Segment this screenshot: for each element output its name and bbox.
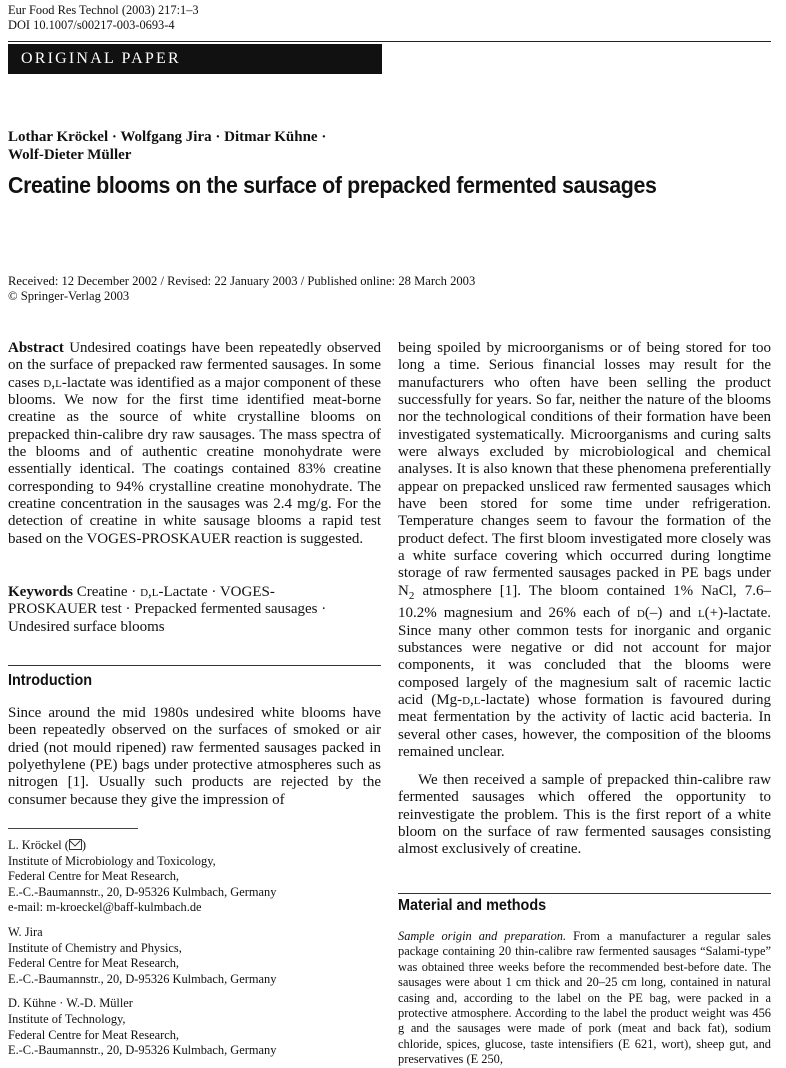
methods-heading: Material and methods xyxy=(398,897,547,914)
abstract-text-b: -lactate was identified as a major component of these blooms. We now for the first time identified meat-borne creatine as the source of white crystalline blooms on prepacked thin-calibre dry raw sausages. The mass spectra of the blooms and of authentic creatine monohydrate were essentially identical. The coatings contained 83% creatine corresponding to 94% crystalline creatine monohydrate. The creatine concentration in the sausages was 2.4 mg/g. For the detection of creatine in white sausage blooms a rapid test based on the VOGES-PROSKAUER reaction is suggested. xyxy=(8,374,381,547)
publication-dates xyxy=(8,274,475,304)
journal-citation xyxy=(8,3,199,33)
affiliation-line: Institute of Technology, xyxy=(8,1011,126,1026)
affiliation-line: Federal Centre for Meat Research, xyxy=(8,869,179,884)
affiliations xyxy=(8,838,368,1068)
affiliation-line: E.-C.-Baumannstr., 20, D-95326 Kulmbach, Germany xyxy=(8,884,277,899)
n2-subscript: 2 xyxy=(408,589,415,602)
dl-small-caps: d,l xyxy=(462,691,481,708)
section-rule xyxy=(398,893,771,894)
affiliation-block xyxy=(8,996,368,1058)
abstract xyxy=(8,340,381,548)
journal-line: Eur Food Res Technol (2003) 217:1–3 xyxy=(8,3,199,17)
copyright-line: © Springer-Verlag 2003 xyxy=(8,289,130,303)
header-rule xyxy=(8,41,771,42)
abstract-text-a: Undesired coatings have been repeatedly observed on the surface of prepacked raw fermented sausages. In some cases xyxy=(8,340,381,391)
affiliation-line: Federal Centre for Meat Research, xyxy=(8,1027,179,1042)
affiliation-block xyxy=(8,925,368,987)
author-line-1: Lothar Kröckel · Wolfgang Jira · Ditmar Kühne · xyxy=(8,129,327,145)
affiliation-name: W. Jira xyxy=(8,924,43,939)
article-type-banner: ORIGINAL PAPER xyxy=(8,44,382,74)
keywords-text-a: Creatine · xyxy=(73,584,141,600)
abstract-dl: d,l xyxy=(43,374,62,391)
l-small-caps: l xyxy=(697,605,705,622)
envelope-icon xyxy=(69,839,82,850)
date-history: Received: 12 December 2002 / Revised: 22 January 2003 / Published online: 28 March 2003 xyxy=(8,274,476,288)
keywords-dl: d,l xyxy=(140,584,159,600)
author-list xyxy=(8,128,568,164)
affiliation-line: Federal Centre for Meat Research, xyxy=(8,956,179,971)
author-line-2: Wolf-Dieter Müller xyxy=(8,147,132,163)
paper-title: Creatine blooms on the surface of prepacked fermented sausages xyxy=(8,172,657,198)
d-small-caps: d xyxy=(636,605,645,622)
methods-text: From a manufacturer a regular sales package containing 20 thin-calibre raw fermented sausages “Salami-type” was obtained three weeks before the recommended best-before date. The sausages were about 1 cm thick and 20–25 cm long, contained in natural casing and, according to the label on the PE bag, were packed in a protective atmosphere. According to the label the product weight was 456 g and the sausages were made of pork (meat and back fat), sodium chloride, spices, glucose, taste intensifiers (E 621, wort), sheep gut, and preservatives (E 250, xyxy=(398,929,771,1067)
intro-text-segment: atmosphere [1]. The bloom contained 1% NaCl, 7.6–10.2% magnesium and 26% each of xyxy=(398,582,771,622)
affiliation-name xyxy=(8,838,368,854)
section-rule xyxy=(8,665,381,666)
affiliation-name: D. Kühne · W.-D. Müller xyxy=(8,996,133,1011)
doi-line: DOI 10.1007/s00217-003-0693-4 xyxy=(8,18,175,32)
methods-subheading: Sample origin and preparation. xyxy=(398,929,567,943)
paren-close: ) xyxy=(81,838,87,852)
footnote-rule xyxy=(8,828,138,829)
keywords-label: Keywords xyxy=(8,584,73,600)
author-name: L. Kröckel ( xyxy=(8,838,69,852)
affiliation-line: E.-C.-Baumannstr., 20, D-95326 Kulmbach, Germany xyxy=(8,971,277,986)
affiliation-line: E.-C.-Baumannstr., 20, D-95326 Kulmbach, Germany xyxy=(8,1043,277,1058)
intro-text-segment: -lactate) whose formation is favoured during meat fermentation by the activity of lactic acid bacteria. In several other cases, however, the composition of the blooms remained unclear. xyxy=(398,691,771,760)
methods-paragraph xyxy=(398,929,771,1068)
introduction-paragraph-1: Since around the mid 1980s undesired white blooms have been repeatedly observed on the surfaces of smoked or air dried (not mould ripened) raw fermented sausages packed in polyethylene (PE) bags under protective atmospheres such as nitrogen [1]. Usually such products are rejected by the consumer because they give the impression of xyxy=(8,705,381,808)
intro-text-segment: (+)-lactate. Since many other common tests for inorganic and organic substances were negative or did not account for major components, it was concluded that the blooms were composed largely of the magnesium salt of racemic lactic acid (Mg- xyxy=(398,605,771,708)
introduction-paragraph-2: We then received a sample of prepacked thin-calibre raw fermented sausages which offered the opportunity to reinvestigate the problem. This is the first report of a white bloom on the surface of raw fermented sausages consisting almost exclusively of creatine. xyxy=(398,772,771,858)
affiliation-line: Institute of Microbiology and Toxicology, xyxy=(8,853,216,868)
keywords xyxy=(8,584,338,636)
intro-text-segment: (–) and xyxy=(644,605,698,622)
introduction-continuation xyxy=(398,340,771,761)
abstract-label: Abstract xyxy=(8,340,64,356)
affiliation-line: Institute of Chemistry and Physics, xyxy=(8,940,182,955)
intro-text-segment: being spoiled by microorganisms or of being stored for too long a time. Serious financial losses may result for the manufacturers who often have been selling the product successfully for years. So far, neither the nature of the blooms nor the technological conditions of their formation have been investigated systematically. Microorganisms and curing salts were always excluded by microbiological and chemical analyses. It is also known that these phenomena preferentially appear on prepacked unsliced raw fermented sausages which have been stored for some time under refrigeration. Temperature changes seem to favour the formation of the product defect. The first bloom investigated more closely was a white surface covering which occurred during longtime storage of raw fermented sausages packed in PE bags under N xyxy=(398,340,771,599)
affiliation-block xyxy=(8,838,368,916)
keywords-text-b: -Lactate · VOGES-PROSKAUER test · Prepacked fermented sausages · Undesired surface blooms xyxy=(8,584,327,635)
introduction-heading: Introduction xyxy=(8,672,93,689)
email-line[interactable]: e-mail: m-kroeckel@baff-kulmbach.de xyxy=(8,900,202,915)
